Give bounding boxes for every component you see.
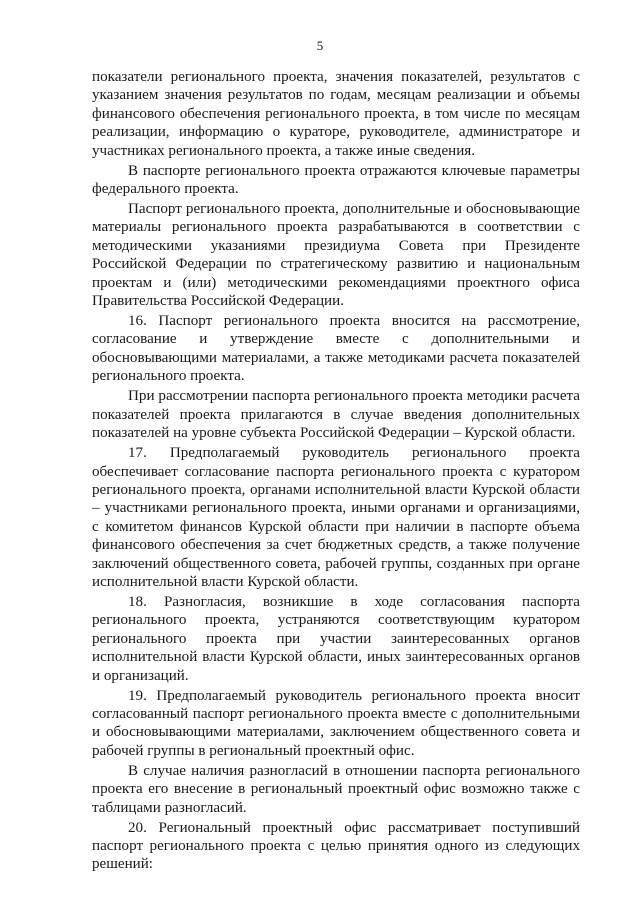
paragraph-6: 17. Предполагаемый руководитель регионального проекта обеспечивает согласование паспорта регионального проекта с куратором регионального проекта, органами исполнительной власти Курской области – участниками регионального проекта, иными органами и организациями, с комитетом финансов Курской области при наличии в паспорте объема финансового обеспечения за счет бюджетных средств, а также получение заключений общественного совета, рабочей группы, созданных при органе исполнительной власти Курской области. xyxy=(92,445,580,590)
paragraph-1: показатели регионального проекта, значения показателей, результатов с указанием значения результатов по годам, месяцам реализации и объемы финансового обеспечения регионального проекта, в том числе по месяцам реализации, информацию о кураторе, руководителе, администраторе и участниках регионального проекта, а также иные сведения. xyxy=(92,69,580,159)
paragraph-3: Паспорт регионального проекта, дополнительные и обосновывающие материалы регионального проекта разрабатываются в соответствии с методическими указаниями президиума Совета при Президенте Российской Федерации по стратегическому развитию и национальным проектам и (или) методическими рекомендациями проектного офиса Правительства Российской Федерации. xyxy=(92,201,580,310)
paragraph-2: В паспорте регионального проекта отражаются ключевые параметры федерального проекта. xyxy=(92,162,580,198)
paragraph-9: В случае наличия разногласий в отношении паспорта регионального проекта его внесение в региональный проектный офис возможно также с таблицами разногласий. xyxy=(92,762,580,816)
paragraph-4: 16. Паспорт регионального проекта вносится на рассмотрение, согласование и утверждение вместе с дополнительными и обосновывающими материалами, а также методиками расчета показателей регионального проекта. xyxy=(92,313,580,385)
paragraph-10: 20. Региональный проектный офис рассматривает поступивший паспорт регионального проекта с целью принятия одного из следующих решений: xyxy=(92,819,580,873)
page-number: 5 xyxy=(316,38,324,53)
document-body xyxy=(92,68,580,875)
paragraph-5: При рассмотрении паспорта регионального проекта методики расчета показателей проекта прилагаются в случае введения дополнительных показателей на уровне субъекта Российской Федерации – Курской области. xyxy=(92,388,580,442)
paragraph-8: 19. Предполагаемый руководитель регионального проекта вносит согласованный паспорт регионального проекта вместе с дополнительными и обосновывающими материалами, заключением общественного совета и рабочей группы в региональный проектный офис. xyxy=(92,687,580,759)
paragraph-7: 18. Разногласия, возникшие в ходе согласования паспорта регионального проекта, устраняются соответствующим куратором регионального проекта при участии заинтересованных органов исполнительной власти Курской области, иных заинтересованных органов и организаций. xyxy=(92,593,580,684)
